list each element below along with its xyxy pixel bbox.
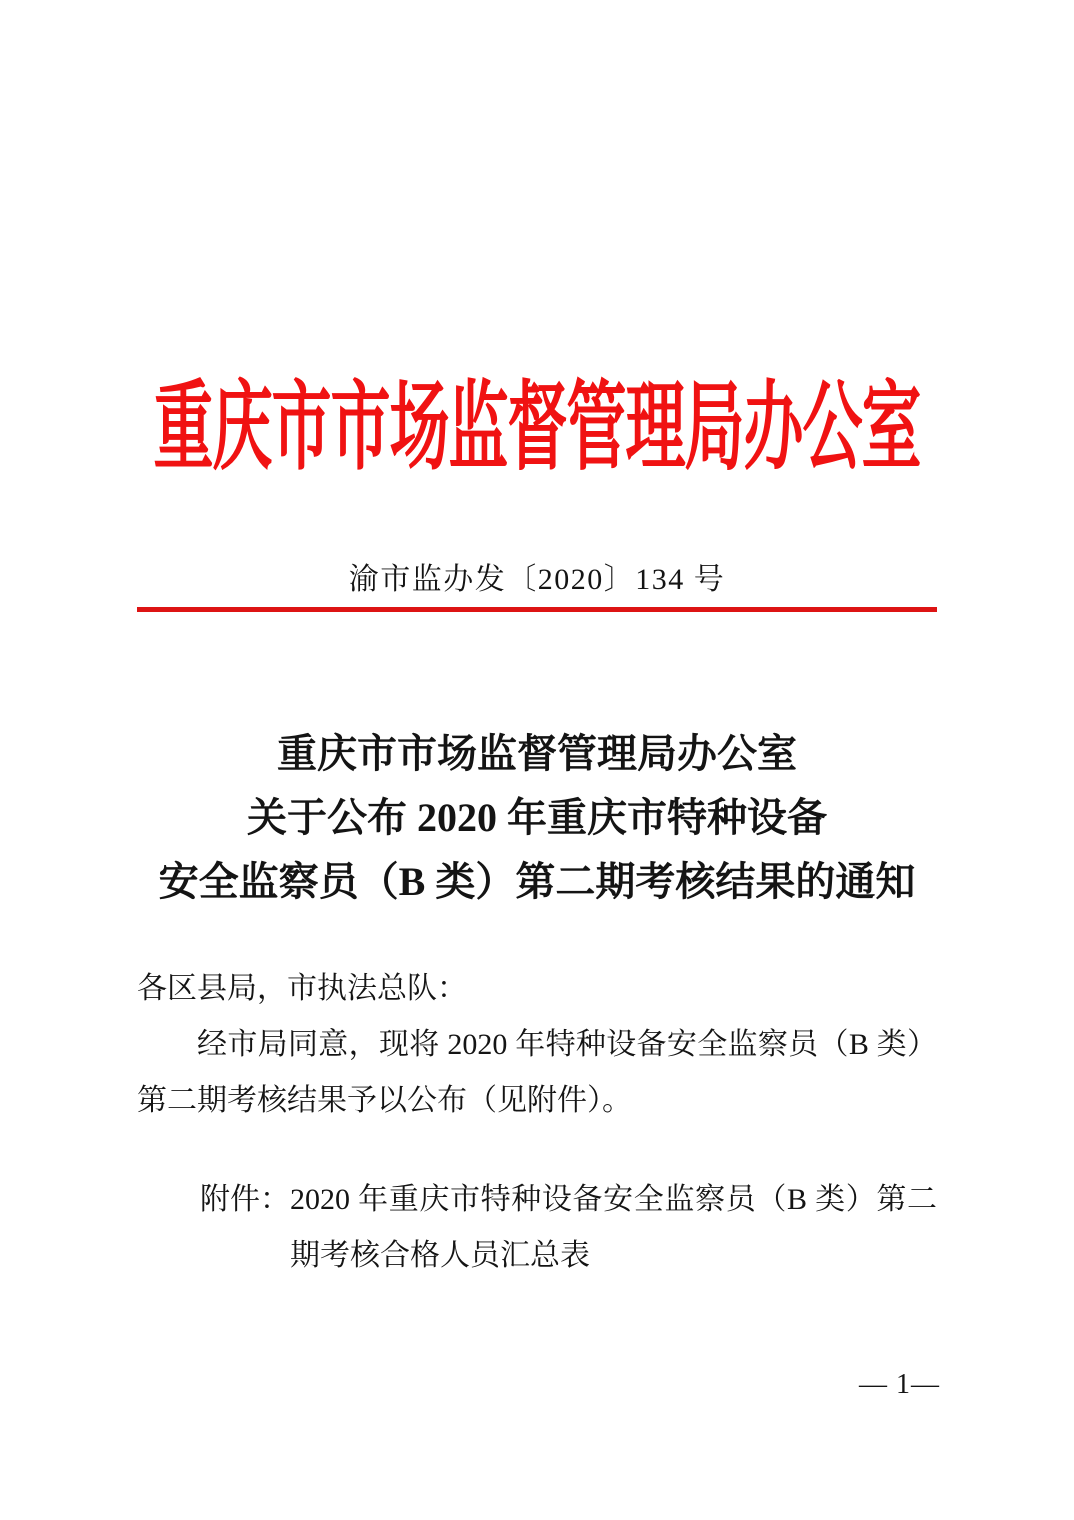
- attachment-reference: [137, 1172, 937, 1284]
- agency-masthead: [0, 370, 1074, 482]
- agency-masthead-text: 重庆市市场监督管理局办公室: [153, 374, 921, 482]
- notice-title-line-3: 安全监察员（B 类）第二期考核结果的通知: [158, 859, 916, 904]
- notice-title: [137, 722, 937, 914]
- salutation: 各区县局，市执法总队：: [137, 972, 467, 1005]
- body-paragraph: 经市局同意，现将 2020 年特种设备安全监察员（B 类）第二期考核结果予以公布（见附件）。: [137, 1028, 937, 1117]
- notice-body: [137, 961, 937, 1129]
- notice-title-line-1: 重庆市市场监督管理局办公室: [277, 731, 797, 776]
- notice-title-line-2: 关于公布 2020 年重庆市特种设备: [247, 795, 827, 840]
- red-divider-line: [137, 607, 937, 612]
- attachment-label: 附件：: [200, 1183, 290, 1216]
- page-number: — 1—: [859, 1369, 940, 1400]
- document-number: 渝市监办发〔2020〕134 号: [348, 563, 726, 596]
- attachment-text: 2020 年重庆市特种设备安全监察员（B 类）第二期考核合格人员汇总表: [290, 1183, 937, 1272]
